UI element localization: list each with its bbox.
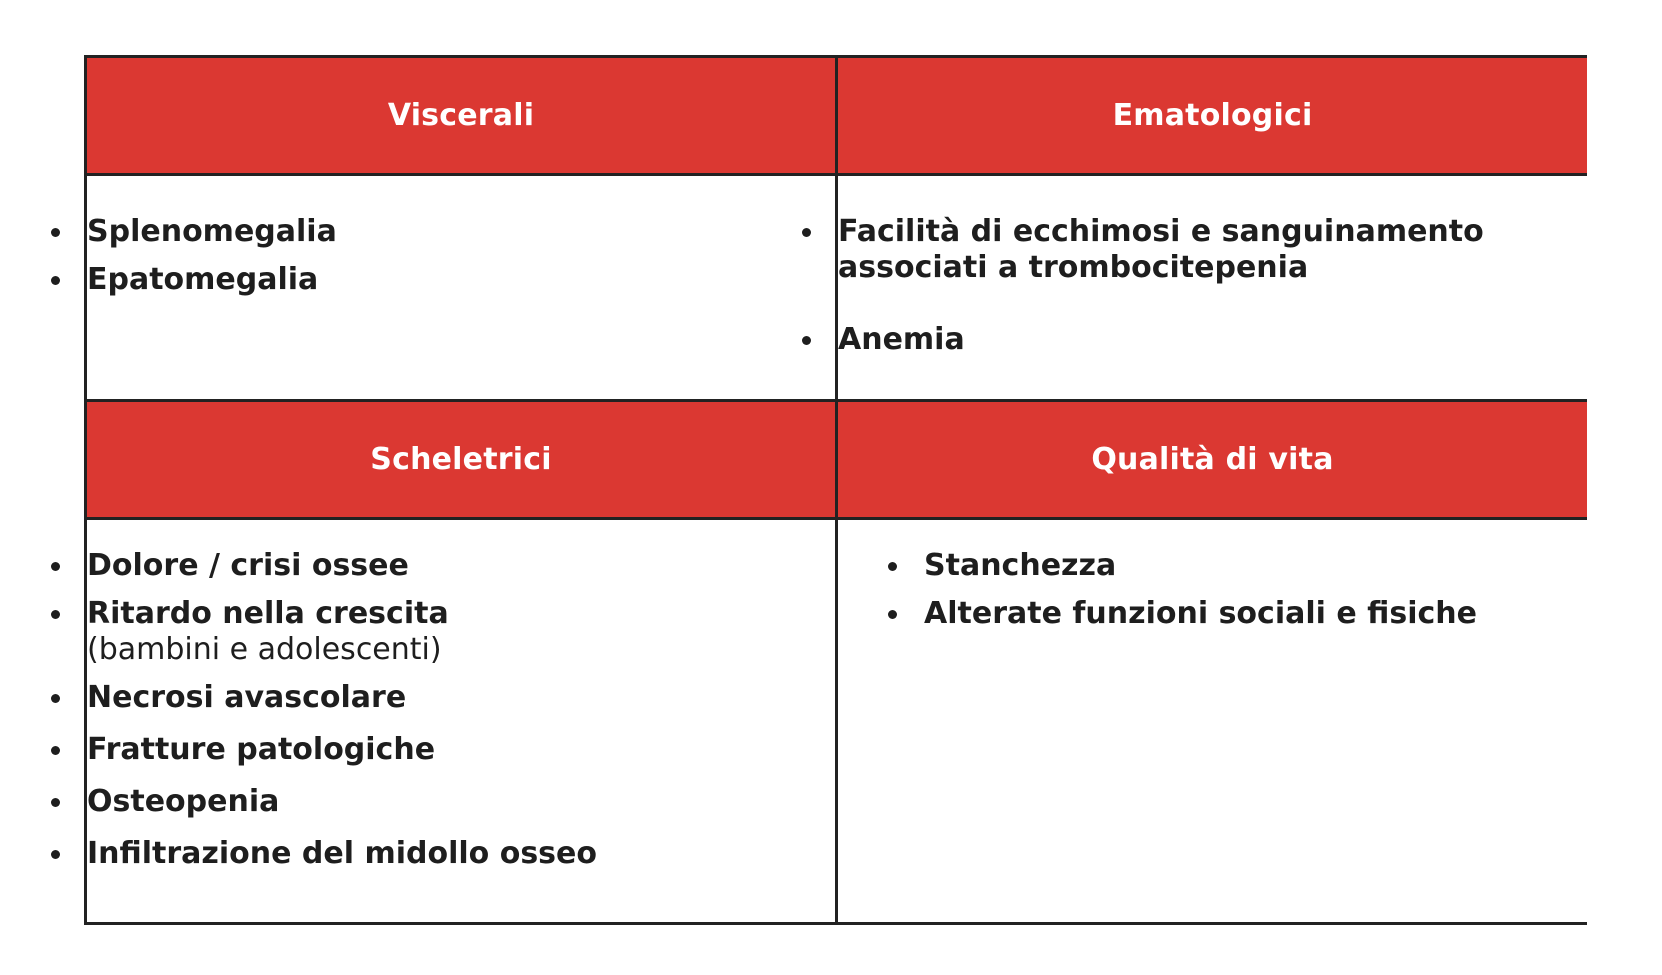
list-item-text: Epatomegalia (87, 262, 319, 297)
header-ematologici-label: Ematologici (1112, 98, 1313, 133)
bullet-icon (51, 276, 60, 285)
list-item-text: Alterate funzioni sociali e fisiche (924, 596, 1478, 631)
list-item (87, 596, 835, 668)
list-item (87, 732, 835, 768)
bullet-icon (51, 746, 60, 755)
bullet-icon (802, 228, 811, 237)
list-ematologici (838, 214, 1547, 358)
bullet-icon (51, 798, 60, 807)
list-item (87, 680, 835, 716)
header-viscerali-label: Viscerali (387, 98, 535, 133)
header-viscerali (87, 58, 838, 176)
list-item-text: Ritardo nella crescita (87, 596, 449, 631)
header-qualita-label: Qualità di vita (1091, 442, 1334, 477)
header-ematologici (838, 58, 1587, 176)
list-item-text: Fratture patologiche (87, 732, 436, 767)
header-scheletrici-label: Scheletrici (370, 442, 552, 477)
list-qualita (924, 548, 1587, 632)
list-item (87, 784, 835, 820)
header-qualita (838, 402, 1587, 520)
list-item-text: Infiltrazione del midollo osseo (87, 836, 597, 871)
list-item (87, 214, 835, 250)
bullet-icon (802, 336, 811, 345)
cell-scheletrici (87, 520, 838, 922)
header-scheletrici (87, 402, 838, 520)
list-item (838, 322, 1547, 358)
bullet-icon (51, 850, 60, 859)
list-item-text: Splenomegalia (87, 214, 337, 249)
bullet-icon (51, 228, 60, 237)
list-item-text: Facilità di ecchimosi e sanguinamento associati a trombocitepenia (838, 214, 1484, 285)
list-item (87, 548, 835, 584)
list-item (87, 836, 835, 872)
cell-qualita (838, 520, 1587, 922)
list-scheletrici (87, 548, 835, 872)
cell-viscerali (87, 176, 838, 402)
bullet-icon (888, 562, 897, 571)
list-item-text: Anemia (838, 322, 965, 357)
list-item-text: Necrosi avascolare (87, 680, 407, 715)
list-item (838, 214, 1547, 286)
list-item-note: (bambini e adolescenti) (87, 632, 442, 667)
bullet-icon (51, 562, 60, 571)
bullet-icon (51, 610, 60, 619)
bullet-icon (51, 694, 60, 703)
bullet-icon (888, 610, 897, 619)
list-viscerali (87, 214, 835, 298)
cell-ematologici (838, 176, 1587, 402)
list-item (924, 596, 1587, 632)
symptoms-table (84, 55, 1587, 925)
list-item (87, 262, 835, 298)
list-item-text: Osteopenia (87, 784, 280, 819)
list-item-text: Dolore / crisi ossee (87, 548, 409, 583)
list-item (924, 548, 1587, 584)
list-item-text: Stanchezza (924, 548, 1117, 583)
